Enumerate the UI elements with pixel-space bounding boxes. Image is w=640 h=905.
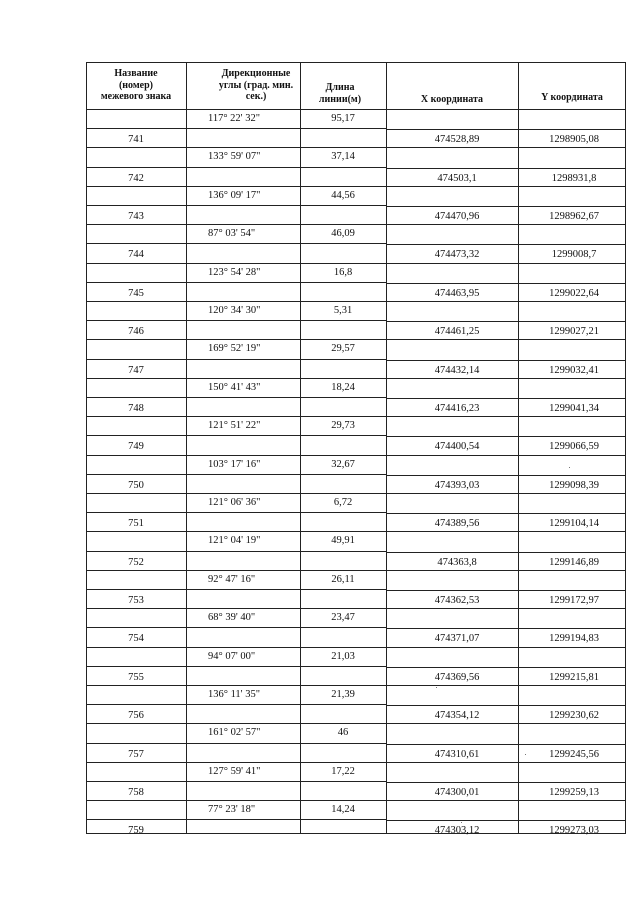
row-border [86, 205, 386, 206]
point-x: 474461,25 [434, 326, 480, 337]
row-border [86, 282, 386, 283]
row-border [86, 301, 626, 302]
row-border [86, 627, 386, 628]
row-border [86, 493, 626, 494]
segment-length: 37,14 [331, 151, 355, 162]
point-x: 474371,07 [434, 633, 480, 644]
point-name: 756 [128, 710, 144, 721]
point-y: 1299066,59 [549, 441, 599, 452]
row-border [86, 339, 626, 340]
header-length-line: линии(м) [318, 93, 362, 105]
point-x: 474310,61 [434, 749, 480, 760]
point-y: 1299172,97 [549, 595, 599, 606]
header-name [86, 68, 186, 103]
row-border [86, 435, 386, 436]
row-border [86, 474, 386, 475]
row-border [86, 378, 626, 379]
header-name-line: (номер) [118, 79, 154, 91]
point-y: 1299273,03 [549, 825, 599, 836]
point-x: 474503,1 [437, 173, 477, 184]
point-x: 474432,14 [434, 365, 480, 376]
row-border [86, 800, 626, 801]
row-border [386, 628, 626, 629]
point-x: 474300,01 [434, 787, 480, 798]
segment-angle: 127° 59' 41" [208, 766, 261, 777]
row-border [86, 243, 386, 244]
segment-angle: 136° 09' 17" [208, 190, 261, 201]
segment-length: 21,03 [331, 651, 355, 662]
segment-angle: 120° 34' 30" [208, 305, 261, 316]
segment-angle: 87° 03' 54" [208, 228, 256, 239]
header-angle-line: углы (град. мин. [218, 79, 294, 91]
point-x: 474470,96 [434, 211, 480, 222]
row-border [86, 570, 626, 571]
segment-angle: 169° 52' 19" [208, 343, 261, 354]
row-border [386, 244, 626, 245]
row-border [86, 512, 386, 513]
segment-angle: 117° 22' 32" [208, 113, 260, 124]
point-name: 752 [128, 557, 144, 568]
point-name: 758 [128, 787, 144, 798]
row-border [86, 167, 386, 168]
row-border [86, 551, 386, 552]
point-x: 474389,56 [434, 518, 480, 529]
point-y: 1299146,89 [549, 557, 599, 568]
row-border [86, 128, 386, 129]
row-border [386, 590, 626, 591]
header-name-line: межевого знака [100, 91, 172, 102]
segment-length: 29,73 [331, 420, 355, 431]
point-y: 1298905,08 [549, 134, 599, 145]
segment-angle: 123° 54' 28" [208, 267, 261, 278]
segment-angle: 161° 02' 57" [208, 727, 261, 738]
row-border [86, 647, 626, 648]
segment-length: 32,67 [331, 459, 355, 470]
point-x: 474393,03 [434, 480, 480, 491]
row-border [86, 359, 386, 360]
segment-angle: 68° 39' 40" [208, 612, 256, 623]
point-name: 757 [128, 749, 144, 760]
point-y: 1299027,21 [549, 326, 599, 337]
point-name: 746 [128, 326, 144, 337]
segment-angle: 121° 06' 36" [208, 497, 261, 508]
scan-speck [436, 687, 437, 688]
point-name: 744 [128, 249, 144, 260]
point-x: 474303,12 [434, 825, 480, 836]
row-border [86, 704, 386, 705]
segment-length: 14,24 [331, 804, 355, 815]
point-y: 1299230,62 [549, 710, 599, 721]
point-x: 474369,56 [434, 672, 480, 683]
segment-length: 17,22 [331, 766, 355, 777]
point-x: 474363,8 [437, 557, 477, 568]
row-border [86, 666, 386, 667]
point-name: 759 [128, 825, 144, 836]
point-x: 474528,89 [434, 134, 480, 145]
row-border [386, 782, 626, 783]
point-y: 1299098,39 [549, 480, 599, 491]
point-y: 1298931,8 [551, 173, 597, 184]
row-border [86, 608, 626, 609]
segment-angle: 136° 11' 35" [208, 689, 260, 700]
point-name: 748 [128, 403, 144, 414]
segment-length: 18,24 [331, 382, 355, 393]
header-bottom-border [86, 109, 626, 110]
point-x: 474463,95 [434, 288, 480, 299]
header-name-line: Название [114, 68, 158, 79]
segment-length: 44,56 [331, 190, 355, 201]
point-y: 1299215,81 [549, 672, 599, 683]
segment-angle: 150° 41' 43" [208, 382, 261, 393]
header-length [300, 82, 380, 105]
scan-speck [461, 822, 462, 823]
row-border [86, 685, 626, 686]
segment-angle: 121° 04' 19" [208, 535, 261, 546]
row-border [86, 762, 626, 763]
point-y: 1299194,83 [549, 633, 599, 644]
segment-length: 5,31 [333, 305, 353, 316]
point-x: 474354,12 [434, 710, 480, 721]
point-y: 1299022,64 [549, 288, 599, 299]
point-y: 1299041,34 [549, 403, 599, 414]
row-border [386, 360, 626, 361]
segment-angle: 92° 47' 16" [208, 574, 256, 585]
row-border [386, 705, 626, 706]
row-border [86, 416, 626, 417]
row-border [86, 186, 626, 187]
row-border [86, 263, 626, 264]
row-border [86, 723, 626, 724]
header-angle-line: Дирекционные [221, 68, 291, 79]
column-border [300, 62, 301, 834]
segment-angle: 94° 07' 00" [208, 651, 256, 662]
segment-length: 46 [337, 727, 349, 738]
row-border [386, 667, 626, 668]
row-border [86, 781, 386, 782]
row-border [386, 398, 626, 399]
point-name: 747 [128, 365, 144, 376]
row-border [86, 147, 626, 148]
point-name: 743 [128, 211, 144, 222]
segment-angle: 133° 59' 07" [208, 151, 261, 162]
row-border [86, 819, 386, 820]
point-name: 753 [128, 595, 144, 606]
row-border [386, 206, 626, 207]
row-border [386, 475, 626, 476]
segment-angle: 77° 23' 18" [208, 804, 256, 815]
row-border [386, 168, 626, 169]
point-name: 749 [128, 441, 144, 452]
row-border [386, 283, 626, 284]
point-name: 754 [128, 633, 144, 644]
segment-length: 16,8 [333, 267, 353, 278]
row-border [86, 397, 386, 398]
row-border [86, 320, 386, 321]
row-border [86, 743, 386, 744]
point-y: 1299245,56 [549, 749, 599, 760]
segment-length: 95,17 [331, 113, 355, 124]
header-angle-line: сек.) [245, 91, 267, 102]
row-border [86, 224, 626, 225]
segment-angle: 103° 17' 16" [208, 459, 261, 470]
point-name: 755 [128, 672, 144, 683]
row-border [386, 129, 626, 130]
row-border [386, 321, 626, 322]
row-border [386, 436, 626, 437]
row-border [386, 820, 626, 821]
segment-length: 26,11 [331, 574, 355, 585]
point-y: 1299259,13 [549, 787, 599, 798]
segment-length: 6,72 [333, 497, 353, 508]
point-x: 474362,53 [434, 595, 480, 606]
point-y: 1299032,41 [549, 365, 599, 376]
segment-angle: 121° 51' 22" [208, 420, 261, 431]
row-border [386, 744, 626, 745]
point-name: 750 [128, 480, 144, 491]
point-y: 1299008,7 [551, 249, 597, 260]
point-name: 741 [128, 134, 144, 145]
point-y: 1299104,14 [549, 518, 599, 529]
row-border [86, 531, 626, 532]
point-name: 751 [128, 518, 144, 529]
row-border [86, 455, 626, 456]
point-x: 474473,32 [434, 249, 480, 260]
point-x: 474400,54 [434, 441, 480, 452]
segment-length: 29,57 [331, 343, 355, 354]
table-top-border [86, 62, 626, 63]
segment-length: 21,39 [331, 689, 355, 700]
segment-length: 46,09 [331, 228, 355, 239]
header-length-line: Длина [325, 82, 355, 93]
point-name: 742 [128, 173, 144, 184]
scan-speck [569, 467, 570, 468]
row-border [386, 513, 626, 514]
point-name: 745 [128, 288, 144, 299]
row-border [86, 589, 386, 590]
row-border [386, 552, 626, 553]
column-border [186, 62, 187, 834]
segment-length: 49,91 [331, 535, 355, 546]
coordinates-table [86, 62, 626, 834]
point-y: 1298962,67 [549, 211, 599, 222]
segment-length: 23,47 [331, 612, 355, 623]
header-y: Y координата [541, 92, 603, 103]
header-x: X координата [420, 94, 484, 105]
point-x: 474416,23 [434, 403, 480, 414]
